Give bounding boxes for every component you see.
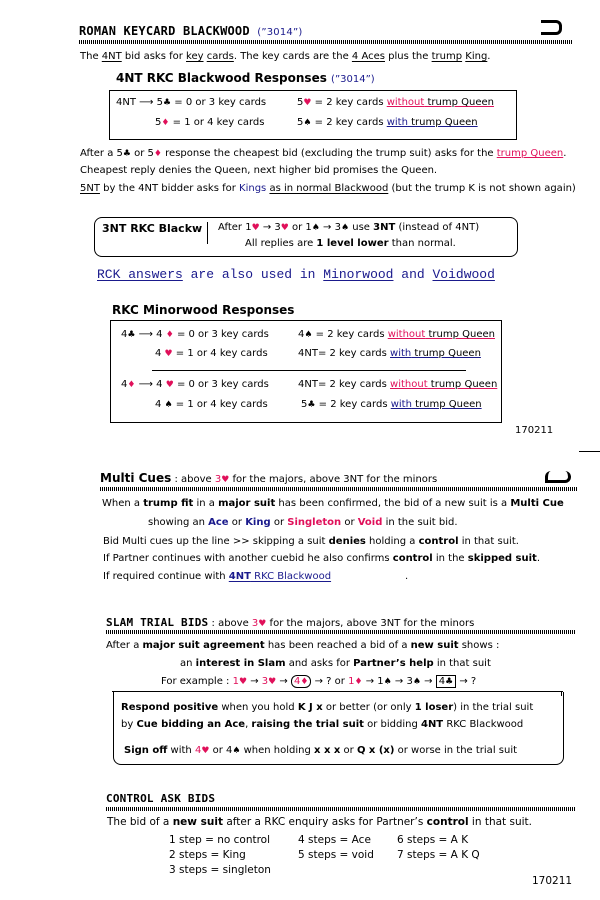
text-span: If required continue with <box>103 571 229 582</box>
text-span: After a 5 <box>80 148 123 159</box>
text-span: bid asks for <box>121 51 187 62</box>
text-span: 5NT <box>80 183 100 194</box>
text-span: → <box>259 222 275 233</box>
text-span: for the majors, above 3NT for the minors <box>229 474 438 485</box>
text-span: Sign off <box>124 745 168 756</box>
text-span: or bidding <box>363 719 421 730</box>
minorwood-link[interactable]: Minorwood <box>323 267 394 282</box>
text-span: K J x <box>297 702 323 713</box>
page-number-6-icon <box>545 471 571 483</box>
text-span: : above <box>171 474 215 485</box>
title-text: ROMAN KEYCARD BLACKWOOD <box>79 24 250 38</box>
slam-title <box>106 616 474 629</box>
text-span: trump Queen <box>496 148 564 159</box>
text-span: 4NT <box>101 51 122 62</box>
text-span: → ? <box>311 676 332 687</box>
club-icon: ♣ <box>163 98 172 108</box>
text-span: 4 <box>121 379 128 390</box>
text-span: = 1 or 4 key cards <box>172 399 268 410</box>
text-span: in a <box>193 498 219 509</box>
text-span: = 1 or 4 key cards <box>169 117 265 128</box>
voidwood-link[interactable]: Voidwood <box>432 267 495 282</box>
text-span: control <box>392 553 433 564</box>
text-span: = 0 or 3 key cards <box>173 379 269 390</box>
text-span: are also used in <box>182 267 324 282</box>
title-code: (”3014”) <box>257 27 303 38</box>
minor-row-4-right <box>301 399 482 410</box>
text-span: trump Queen <box>427 379 498 390</box>
text-span: x x x <box>314 745 341 756</box>
text-span: trump Queen <box>425 329 495 340</box>
multi-line-5 <box>103 571 409 582</box>
text-span: trump Queen <box>411 399 482 410</box>
text-span: 3 <box>334 222 341 233</box>
rkc-row-2-left <box>155 117 264 128</box>
slam-box-line-1 <box>121 702 533 713</box>
text-span: without <box>390 379 428 390</box>
text-span: 3 steps = singleton <box>169 864 271 876</box>
text-span: ♠ <box>383 677 392 687</box>
slam-box-line-2 <box>121 719 523 730</box>
text-span: 4 <box>155 399 165 410</box>
text-span: response the cheapest bid (excluding the trump suit) asks for the <box>161 148 497 159</box>
text-span: (but the trump K is not shown again) <box>388 183 576 194</box>
text-span: use <box>349 222 374 233</box>
text-span: Void <box>357 517 383 528</box>
text-span: ♣ <box>445 677 454 687</box>
text-span: = 1 or 4 key cards <box>172 348 268 359</box>
page5-date: 170211 <box>515 425 554 436</box>
text-span: 6 steps = A K <box>397 834 469 846</box>
text-span: ♠ <box>412 677 421 687</box>
text-span: 4 <box>194 745 202 756</box>
text-span: 2 steps = King <box>169 849 246 861</box>
slam-line-1 <box>106 640 499 651</box>
text-span: major suit agreement <box>142 640 265 651</box>
text-span: 3 <box>214 474 222 485</box>
text-span: King <box>245 517 271 528</box>
text-span: ♠ <box>164 400 173 410</box>
text-span: . The key cards are the <box>233 51 352 62</box>
text-span: in the <box>432 553 468 564</box>
text-span: → <box>420 676 436 687</box>
text-span: 5 <box>297 117 304 128</box>
text-span: ⟶ <box>135 379 157 390</box>
text-span: major suit <box>218 498 276 509</box>
text-span: ♥ <box>251 223 260 233</box>
text-span: 3 <box>261 676 269 687</box>
control-intro <box>107 816 532 828</box>
text-span: 3NT <box>373 222 396 233</box>
text-span: 4 <box>293 676 301 687</box>
spade-icon: ♠ <box>303 118 312 128</box>
minor-row-1-left <box>121 329 269 340</box>
text-span: key <box>186 51 204 62</box>
text-span: 4 <box>298 329 305 340</box>
text-span: ♥ <box>280 223 289 233</box>
text-span: or <box>270 517 288 528</box>
3nt-rkc-label: 3NT RKC Blackw <box>102 222 203 235</box>
3nt-line-1 <box>218 222 479 233</box>
text-span: ♣ <box>307 400 316 410</box>
text-span: plus the <box>384 51 432 62</box>
text-span: in that suit. <box>468 816 532 828</box>
text-span: trump fit <box>143 498 194 509</box>
text-span: 4NT <box>228 571 251 582</box>
text-span: trump Queen <box>424 97 494 108</box>
text-span: without <box>386 97 425 108</box>
multi-divider <box>100 487 577 491</box>
text-span: 4 <box>156 329 166 340</box>
text-span: ♥ <box>238 677 248 687</box>
text-span: Multi Cue <box>510 498 564 509</box>
rkc-heading <box>116 71 375 85</box>
text-span: when holding <box>240 745 315 756</box>
text-span: ⟶ <box>135 329 157 340</box>
text-span: with <box>386 117 408 128</box>
text-span: or better (or only <box>322 702 415 713</box>
text-span: = 2 key cards <box>315 399 391 410</box>
text-span: : above <box>208 618 252 629</box>
text-span: with <box>390 399 412 410</box>
text-span: . <box>405 571 409 582</box>
text-span: has been reached a bid of a <box>264 640 411 651</box>
steps-col-2 <box>298 833 374 863</box>
minorwood-heading: RKC Minorwood Responses <box>112 303 295 317</box>
text-span: ♠ <box>341 223 350 233</box>
slam-box-line-3 <box>124 745 517 756</box>
control-divider <box>106 807 575 811</box>
text-span: or <box>341 517 358 528</box>
text-span: or <box>228 517 246 528</box>
text-span: → <box>391 676 407 687</box>
minor-row-3-left <box>121 379 269 390</box>
text-span: ♥ <box>221 475 230 485</box>
slam-example <box>161 676 476 687</box>
steps-col-3 <box>397 833 480 863</box>
text-span: After 1 <box>218 222 252 233</box>
heart-icon: ♥ <box>303 98 312 108</box>
text-span: with <box>390 348 412 359</box>
text-span: If Partner continues with another cuebid he also confirms <box>103 553 393 564</box>
text-span: Kings <box>239 183 267 194</box>
text-span: → <box>247 676 262 687</box>
text-span: ) in the trial suit <box>453 702 534 713</box>
text-span: ♠ <box>311 223 320 233</box>
text-span: ♠ <box>304 330 313 340</box>
minor-row-1-right <box>298 329 495 340</box>
rck-answers-link[interactable]: RCK answers <box>97 267 183 282</box>
text-span: and <box>393 267 433 282</box>
after-line-3 <box>80 183 576 194</box>
text-span: without <box>387 329 426 340</box>
text-span: Respond positive <box>121 702 219 713</box>
text-span: new suit <box>172 816 223 828</box>
text-span: Ace <box>208 517 229 528</box>
text-span: after a RKC enquiry asks for Partner’s <box>222 816 427 828</box>
minor-row-4-left <box>155 399 268 410</box>
text-span: in the suit bid. <box>382 517 458 528</box>
text-span: ♣ <box>122 149 131 159</box>
text-span: ♦ <box>153 149 162 159</box>
text-span: SLAM TRIAL BIDS <box>106 616 209 629</box>
text-span: ⟶ <box>139 97 154 108</box>
multi-line-2 <box>148 517 458 528</box>
text-span: 4 <box>155 348 165 359</box>
text-span: 4 steps = Ace <box>298 834 371 846</box>
minor-divider <box>152 370 466 371</box>
text-span: skipped suit <box>467 553 537 564</box>
text-span: ♥ <box>268 677 277 687</box>
text-span: . <box>563 148 567 159</box>
text-span: = 0 or 3 key cards <box>173 329 269 340</box>
minor-row-2-left <box>155 348 268 359</box>
page-break-mark <box>579 451 600 452</box>
text-span: Q x (x) <box>356 745 395 756</box>
text-span: trump Queen <box>407 117 478 128</box>
text-span: shows : <box>458 640 500 651</box>
text-span: new suit <box>410 640 459 651</box>
slam-line-2 <box>180 658 491 669</box>
text-span: in that suit. <box>458 536 519 547</box>
text-span: 4NT= 2 key cards <box>298 379 391 390</box>
text-span: → ? <box>456 676 477 687</box>
text-span: 5 <box>153 97 164 108</box>
text-span: The <box>80 51 102 62</box>
slam-divider <box>106 630 575 634</box>
rkc-row-1-left <box>116 97 266 108</box>
text-span: 1 step = no control <box>169 834 271 846</box>
rkc-row-1-right <box>297 97 494 108</box>
text-span: ♥ <box>165 380 174 390</box>
text-span: 4NT <box>420 719 444 730</box>
text-span: RKC Blackwood <box>250 571 332 582</box>
text-span: 3 <box>406 676 413 687</box>
page5-title <box>79 24 302 38</box>
text-span: in that suit <box>433 658 491 669</box>
text-span: → <box>319 222 335 233</box>
circled-bid <box>291 675 311 688</box>
text-span: 1 level lower <box>316 238 389 249</box>
text-span: or 4 <box>209 745 233 756</box>
text-span: 5 steps = void <box>298 849 374 861</box>
text-span: 4 <box>156 379 166 390</box>
text-span: trump Queen <box>411 348 481 359</box>
text-span: ♦ <box>127 380 136 390</box>
text-span: 4 Aces <box>351 51 385 62</box>
text-span: raising the trial suit <box>251 719 364 730</box>
rck-note <box>97 267 495 282</box>
text-span: holding a <box>365 536 419 547</box>
text-span: . <box>487 51 491 62</box>
text-span: as in normal Blackwood <box>269 183 389 194</box>
text-span: After a <box>106 640 143 651</box>
text-span: (instead of 4NT) <box>395 222 480 233</box>
multi-line-1 <box>102 498 564 509</box>
text-span: 4 <box>121 329 128 340</box>
after-line-2: Cheapest reply denies the Queen, next higher bid promises the Queen. <box>80 165 438 176</box>
page5-intro <box>80 51 490 62</box>
control-title: CONTROL ASK BIDS <box>106 792 216 805</box>
text-span: = 2 key cards <box>312 329 388 340</box>
text-span: = 2 key cards <box>311 97 387 108</box>
text-span: and asks for <box>285 658 354 669</box>
text-span: for the majors, above 3NT for the minors <box>266 618 475 629</box>
3nt-divider <box>207 222 208 244</box>
text-span: ♦ <box>300 677 309 687</box>
text-span: 1 loser <box>414 702 454 713</box>
text-span: 5 <box>297 97 304 108</box>
text-span: 3 <box>274 222 281 233</box>
multi-line-3 <box>103 536 519 547</box>
multi-line-4 <box>103 553 540 564</box>
text-span: 1 <box>348 676 355 687</box>
text-span: showing an <box>148 517 209 528</box>
text-span: → <box>276 676 291 687</box>
3nt-line-2 <box>245 238 456 249</box>
text-span: 1 <box>377 676 384 687</box>
text-span: control <box>418 536 459 547</box>
title-divider <box>79 40 572 44</box>
steps-col-1 <box>169 833 271 878</box>
text-span: = 2 key cards <box>311 117 387 128</box>
page-number-5-icon <box>541 20 562 35</box>
text-span: when you hold <box>218 702 298 713</box>
text-span: trump <box>431 51 463 62</box>
text-span: . <box>536 553 541 564</box>
text-span: RKC Blackwood <box>443 719 524 730</box>
text-span: = 0 or 3 key cards <box>171 97 267 108</box>
text-span: has been confirmed, the bid of a new suit is a <box>275 498 511 509</box>
text-span: King <box>465 51 488 62</box>
multi-cues-title <box>100 471 437 485</box>
slam-box-top <box>113 692 562 696</box>
after-line-1 <box>80 148 566 159</box>
text-span: interest in Slam <box>195 658 286 669</box>
text-span: or <box>340 745 357 756</box>
text-span: or 5 <box>130 148 154 159</box>
text-span: 3 <box>251 618 259 629</box>
text-span: (”3014”) <box>331 74 375 85</box>
text-span: with <box>167 745 195 756</box>
text-span: ♥ <box>258 619 267 629</box>
text-span: by the 4NT bidder asks for <box>99 183 240 194</box>
page6-date: 170211 <box>532 875 573 887</box>
text-span: ♥ <box>201 746 210 756</box>
text-span: The bid of a <box>107 816 173 828</box>
text-span: 4NT <box>116 97 140 108</box>
text-span: 4NT= 2 key cards <box>298 348 391 359</box>
text-span: , <box>245 719 252 730</box>
text-span: by <box>121 719 137 730</box>
text-span: or worse in the trial suit <box>394 745 518 756</box>
text-span: ♠ <box>232 746 241 756</box>
rkc-row-2-right <box>297 117 478 128</box>
4nt-rkc-link[interactable] <box>229 571 331 582</box>
text-span: denies <box>328 536 366 547</box>
text-span: or <box>331 676 349 687</box>
text-span: For example : <box>161 676 233 687</box>
text-span: When a <box>102 498 144 509</box>
text-span: → <box>362 676 378 687</box>
text-span: ♥ <box>164 349 173 359</box>
text-span: All replies are <box>245 238 317 249</box>
text-span: Multi Cues <box>100 471 172 485</box>
text-span: 5 <box>301 399 308 410</box>
text-span: ♦ <box>165 330 174 340</box>
text-span: cards <box>206 51 234 62</box>
text-span: 4NT RKC Blackwood Responses <box>116 71 327 85</box>
text-span: 1 <box>232 676 239 687</box>
text-span: an <box>180 658 196 669</box>
minor-row-3-right <box>298 379 497 390</box>
text-span: 7 steps = A K Q <box>397 849 480 861</box>
text-span: ♣ <box>127 330 136 340</box>
text-span: 5 <box>155 117 162 128</box>
text-span: 4 <box>438 676 446 687</box>
text-span: Singleton <box>287 517 342 528</box>
text-span: Bid Multi cues up the line >> skipping a suit <box>103 536 329 547</box>
text-span: than normal. <box>388 238 456 249</box>
text-span: control <box>426 816 469 828</box>
text-span: Cue bidding an Ace <box>136 719 246 730</box>
text-span: or 1 <box>288 222 312 233</box>
text-span: ♦ <box>354 677 363 687</box>
boxed-bid <box>436 675 456 688</box>
text-span: Partner’s help <box>353 658 434 669</box>
minor-row-2-right <box>298 348 481 359</box>
diamond-icon: ♦ <box>161 118 170 128</box>
